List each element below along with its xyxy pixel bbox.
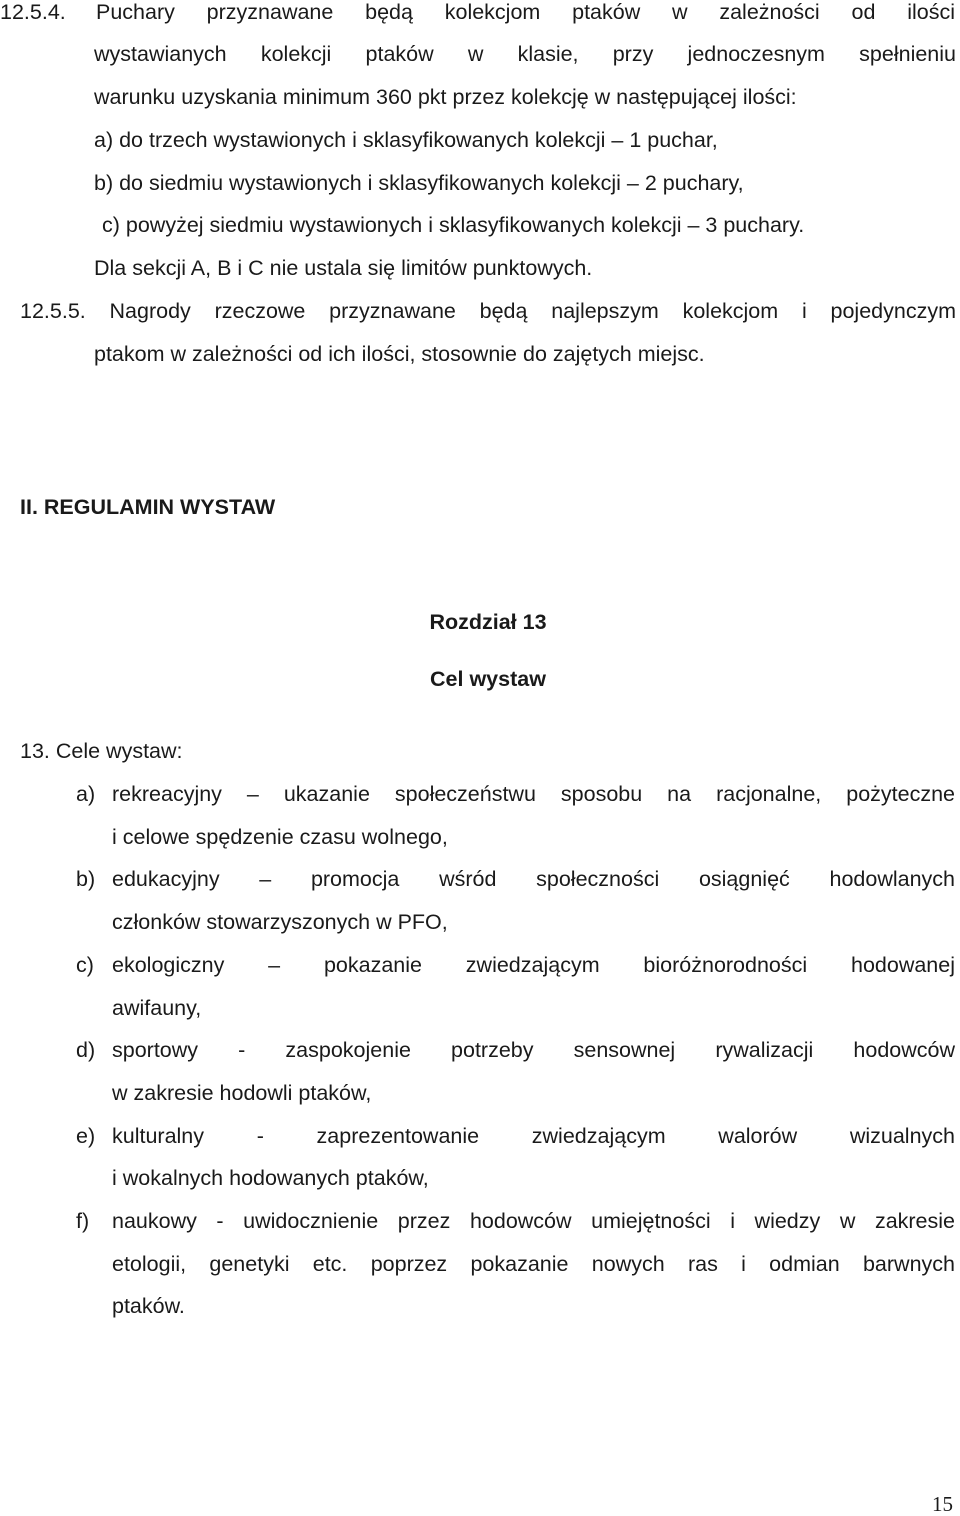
paragraph-text-line: warunku uzyskania minimum 360 pkt przez kolekcję w następującej ilości: [94,85,797,109]
list-item-text: członków stowarzyszonych w PFO, [112,910,448,934]
paragraph-text-line: Puchary przyznawane będą kolekcjom ptaków w zależności od ilości [96,0,955,24]
page-number: 15 [932,1492,953,1516]
list-item-text: etologii, genetyki etc. poprzez pokazanie nowych ras i odmian barwnych [112,1252,955,1276]
list-item-text: naukowy - uwidocznienie przez hodowców umiejętności i wiedzy w zakresie [112,1209,955,1233]
list-item-text: sportowy - zaspokojenie potrzeby sensownej rywalizacji hodowców [112,1038,955,1062]
list-item-label: b) [76,867,96,891]
list-item-text: rekreacyjny – ukazanie społeczeństwu sposobu na racjonalne, pożyteczne [112,782,955,806]
chapter-number: Rozdział 13 [429,610,547,634]
list-item-text: ekologiczny – pokazanie zwiedzającym bioróżnorodności hodowanej [112,953,955,977]
chapter-title: Cel wystaw [430,667,546,691]
list-item: b) do siedmiu wystawionych i sklasyfikowanych kolekcji – 2 puchary, [94,171,744,195]
list-item-text: ptaków. [112,1294,185,1318]
paragraph-text-line: 12.5.5. Nagrody rzeczowe przyznawane będą najlepszym kolekcjom i pojedynczym [20,299,956,323]
list-item-label: f) [76,1209,90,1233]
list-item-label: c) [76,953,94,977]
list-item-text: awifauny, [112,996,202,1020]
paragraph-text-line: wystawianych kolekcji ptaków w klasie, przy jednoczesnym spełnieniu [94,42,956,66]
list-item-label: d) [76,1038,96,1062]
list-item-text: kulturalny - zaprezentowanie zwiedzającym walorów wizualnych [112,1124,955,1148]
list-item: c) powyżej siedmiu wystawionych i sklasyfikowanych kolekcji – 3 puchary. [102,213,805,237]
list-item-text: i wokalnych hodowanych ptaków, [112,1166,429,1190]
list-item-text: edukacyjny – promocja wśród społeczności osiągnięć hodowlanych [112,867,955,891]
list-item: a) do trzech wystawionych i sklasyfikowanych kolekcji – 1 puchar, [94,128,718,152]
paragraph-note: Dla sekcji A, B i C nie ustala się limitów punktowych. [94,256,593,280]
section-title: II. REGULAMIN WYSTAW [20,495,276,519]
list-item-text: i celowe spędzenie czasu wolnego, [112,825,448,849]
list-item-label: a) [76,782,96,806]
paragraph-number: 12.5.4. [0,0,66,24]
paragraph-text-line: ptakom w zależności od ich ilości, stosownie do zajętych miejsc. [94,342,705,366]
paragraph-intro: 13. Cele wystaw: [20,739,183,763]
list-item-text: w zakresie hodowli ptaków, [112,1081,372,1105]
list-item-label: e) [76,1124,96,1148]
